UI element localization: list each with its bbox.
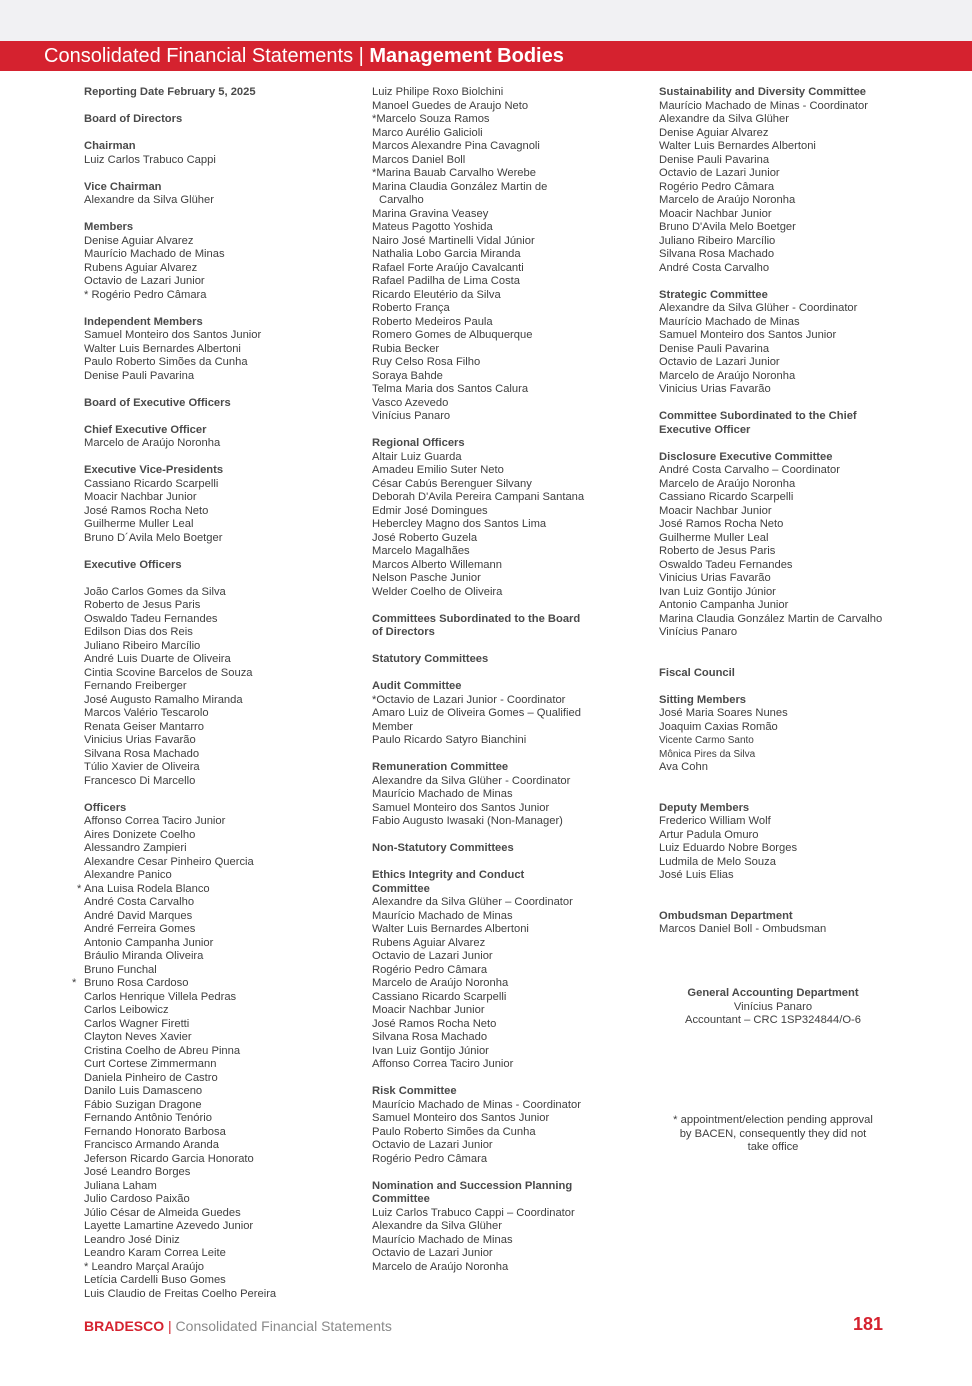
list-item: Samuel Monteiro dos Santos Junior — [372, 1112, 550, 1124]
accountant-crc: Accountant – CRC 1SP324844/O-6 — [685, 1014, 861, 1026]
evp-heading: Executive Vice-Presidents — [84, 464, 224, 476]
list-item-text: Bruno Rosa Cardoso — [84, 977, 189, 989]
list-item: Bruno D'Avila Melo Boetger — [659, 221, 796, 233]
list-item: Oswaldo Tadeu Fernandes — [659, 558, 793, 571]
list-item: José Maria Soares Nunes — [659, 707, 788, 719]
list-item: Ricardo Eleutério da Silva — [372, 288, 501, 301]
list-item: Bruno Funchal — [84, 963, 157, 976]
list-item: Moacir Nachbar Junior — [659, 504, 772, 517]
list-item: Vinícius Panaro — [659, 626, 738, 638]
list-item: Luiz Eduardo Nobre Borges — [659, 842, 798, 854]
list-item: *Marcelo Souza Ramos — [372, 113, 490, 125]
list-item: Cristina Coelho de Abreu Pinna — [84, 1044, 241, 1057]
list-item: Walter Luis Bernardes Albertoni — [659, 140, 816, 152]
list-item: Roberto Medeiros Paula — [372, 315, 493, 328]
list-item: Carvalho — [379, 194, 424, 206]
list-item: Leandro José Diniz — [84, 1233, 180, 1246]
list-item: Rubia Becker — [372, 342, 440, 355]
list-item: Fernando Freiberger — [84, 680, 187, 692]
regional-officers-heading: Regional Officers — [372, 437, 465, 449]
column-left — [72, 86, 277, 1301]
list-item: Marina Gravina Veasey — [372, 207, 489, 220]
list-item: Luiz Carlos Trabuco Cappi – Coordinator — [372, 1206, 575, 1219]
list-item: Marcos Valério Tescarolo — [84, 707, 209, 719]
list-item: Francisco Armando Aranda — [84, 1139, 219, 1151]
column-right — [659, 86, 882, 937]
list-item: Vicente Carmo Santo — [659, 735, 754, 746]
list-item: André Ferreira Gomes — [84, 923, 196, 935]
list-item: Alexandre Panico — [84, 869, 172, 881]
list-item: Alexandre da Silva Glüher — [659, 113, 789, 125]
strategic-committee-heading: Strategic Committee — [659, 288, 768, 301]
top-strip — [0, 0, 972, 41]
audit-committee-heading: Audit Committee — [372, 680, 462, 692]
footnote-line: take office — [747, 1141, 799, 1153]
list-item: Silvana Rosa Machado — [84, 747, 200, 760]
accountant-name: Vinícius Panaro — [733, 1000, 813, 1013]
list-item: Samuel Monteiro dos Santos Junior — [659, 329, 837, 341]
ceo-committee-heading: Committee Subordinated to the Chief — [659, 410, 857, 422]
ombudsman-heading: Ombudsman Department — [659, 909, 793, 922]
list-item: Alexandre da Silva Glüher - Coordinator — [372, 774, 571, 787]
list-item: Rafael Padilha de Lima Costa — [372, 275, 521, 287]
header-page-title: Management Bodies — [369, 45, 564, 67]
list-item: Telma Maria dos Santos Calura — [372, 383, 529, 395]
list-item: José Ramos Rocha Neto — [372, 1017, 497, 1030]
list-item: José Ramos Rocha Neto — [659, 518, 784, 530]
list-item: Carlos Leibowicz — [84, 1004, 169, 1016]
ceo-committee-heading-cont: Executive Officer — [659, 423, 751, 436]
vice-chairman-name: Alexandre da Silva Glüher — [84, 194, 214, 206]
page-footer — [84, 1318, 392, 1334]
ceo-heading: Chief Executive Officer — [84, 423, 207, 436]
list-item: Fabio Augusto Iwasaki (Non-Manager) — [372, 815, 563, 827]
list-item: Rogério Pedro Câmara — [372, 1152, 488, 1165]
list-item: Alexandre da Silva Glüher - Coordinator — [659, 302, 858, 314]
list-item: Marcelo de Araújo Noronha — [659, 477, 796, 490]
list-item: Octavio de Lazari Junior — [659, 167, 780, 179]
fiscal-council-heading: Fiscal Council — [659, 666, 735, 679]
list-item: Carlos Henrique Villela Pedras — [84, 990, 237, 1003]
list-item: Aires Donizete Coelho — [84, 828, 196, 841]
ethics-committee-heading-cont: Committee — [372, 882, 430, 895]
list-item: Carlos Wagner Firetti — [84, 1017, 190, 1030]
list-item: Alexandre da Silva Glüher — [372, 1220, 502, 1232]
list-item: Joaquim Caxias Romão — [659, 720, 778, 733]
list-item: Denise Aguiar Alvarez — [659, 126, 769, 139]
list-item: Maurício Machado de Minas - Coordinator — [372, 1098, 581, 1111]
list-item: José Augusto Ramalho Miranda — [84, 693, 243, 706]
list-item: Rogério Pedro Câmara — [659, 180, 775, 193]
list-item: José Leandro Borges — [84, 1166, 191, 1178]
list-item: Marina Claudia González Martin de — [372, 180, 548, 193]
nomination-committee-heading-cont: Committee — [372, 1193, 430, 1205]
executive-officers-heading: Executive Officers — [84, 558, 182, 571]
list-item: Juliana Laham — [84, 1179, 157, 1192]
list-item: Ivan Luiz Gontijo Júnior — [659, 585, 776, 598]
list-item: Samuel Monteiro dos Santos Junior — [84, 329, 262, 341]
list-item: Moacir Nachbar Junior — [372, 1004, 485, 1016]
ceo-name: Marcelo de Araújo Noronha — [84, 437, 221, 449]
list-item: Alexandre da Silva Glüher – Coordinator — [372, 896, 573, 908]
list-item: Maurício Machado de Minas — [372, 788, 513, 800]
list-item: Juliano Ribeiro Marcílio — [659, 234, 776, 247]
list-item: Rafael Forte Araújo Cavalcanti — [372, 261, 524, 274]
list-item: Alexandre Cesar Pinheiro Quercia — [84, 855, 254, 868]
list-item: Marina Claudia González Martin de Carvalho — [659, 612, 883, 625]
list-item: Octavio de Lazari Junior — [372, 1247, 493, 1259]
list-item: Luiz Philipe Roxo Biolchini — [372, 86, 504, 98]
list-item: Guilherme Muller Leal — [659, 531, 769, 544]
list-item: Moacir Nachbar Junior — [84, 491, 197, 503]
list-item: Roberto França — [372, 302, 450, 314]
list-item: Nathalia Lobo Garcia Miranda — [372, 248, 521, 260]
header-separator: | — [353, 45, 370, 67]
officers-heading: Officers — [84, 801, 127, 814]
list-item: Affonso Correa Taciro Junior — [372, 1058, 514, 1070]
list-item: Artur Padula Omuro — [659, 828, 759, 841]
list-item: André Costa Carvalho — [84, 896, 195, 908]
list-item: Walter Luis Bernardes Albertoni — [84, 342, 241, 355]
list-item: Luis Claudio de Freitas Coelho Pereira — [84, 1287, 277, 1300]
list-item: Maurício Machado de Minas — [659, 315, 800, 328]
list-item: Amaro Luiz de Oliveira Gomes – Qualified — [372, 707, 581, 719]
pending-star: * — [72, 977, 77, 989]
list-item: Ruy Celso Rosa Filho — [372, 356, 481, 368]
statutory-committees-heading: Statutory Committees — [372, 653, 489, 665]
list-item: Antonio Campanha Junior — [84, 936, 214, 949]
list-item: Frederico William Wolf — [659, 815, 771, 827]
list-item: Denise Pauli Pavarina — [84, 369, 195, 382]
list-item: Marcelo de Araújo Noronha — [372, 1260, 509, 1273]
list-item: Julio Cardoso Paixão — [84, 1193, 190, 1205]
general-accounting-block — [659, 987, 887, 1028]
list-item: Marcos Alexandre Pina Cavagnoli — [372, 140, 540, 152]
list-item: Fernando Honorato Barbosa — [84, 1125, 226, 1138]
list-item: Renata Geiser Mantarro — [84, 720, 205, 733]
nomination-committee-heading: Nomination and Succession Planning — [372, 1179, 573, 1192]
list-item: * Rogério Pedro Câmara — [84, 288, 207, 301]
list-item-text: Ana Luisa Rodela Blanco — [84, 882, 210, 895]
list-item: Walter Luis Bernardes Albertoni — [372, 923, 529, 935]
list-item: Clayton Neves Xavier — [84, 1031, 192, 1043]
list-item: * Leandro Marçal Araújo — [84, 1260, 205, 1273]
list-item: Denise Pauli Pavarina — [659, 153, 770, 166]
independent-members-heading: Independent Members — [84, 315, 203, 328]
disclosure-committee-heading: Disclosure Executive Committee — [659, 450, 833, 463]
list-item: Octavio de Lazari Junior — [372, 1139, 493, 1151]
list-item: Rogério Pedro Câmara — [372, 963, 488, 976]
list-item: Roberto de Jesus Paris — [659, 545, 776, 557]
list-item: João Carlos Gomes da Silva — [84, 585, 226, 598]
list-item: Amadeu Emilio Suter Neto — [372, 464, 504, 476]
list-item: Letícia Cardelli Buso Gomes — [84, 1274, 226, 1286]
list-item: Silvana Rosa Machado — [372, 1031, 488, 1043]
chairman-name: Luiz Carlos Trabuco Cappi — [84, 153, 216, 166]
list-item: Paulo Ricardo Satyro Bianchini — [372, 734, 527, 746]
list-item: Marco Aurélio Galicioli — [372, 126, 483, 139]
list-item: Mônica Pires da Silva — [659, 748, 756, 760]
list-item: Layette Lamartine Azevedo Junior — [84, 1220, 254, 1232]
vice-chairman-heading: Vice Chairman — [84, 180, 162, 193]
pending-star: * — [77, 882, 82, 895]
deputy-members-heading: Deputy Members — [659, 801, 750, 814]
list-item: Túlio Xavier de Oliveira — [84, 761, 200, 773]
list-item: Cassiano Ricardo Scarpelli — [372, 990, 507, 1003]
list-item: Maurício Machado de Minas - Coordinator — [659, 99, 868, 112]
board-of-directors-heading: Board of Directors — [84, 113, 183, 125]
list-item: *Marina Bauab Carvalho Werebe — [372, 167, 536, 179]
members-heading: Members — [84, 221, 134, 233]
footnote-line: * appointment/election pending approval — [673, 1114, 873, 1126]
list-item: Manoel Guedes de Araujo Neto — [372, 99, 529, 112]
list-item: Fábio Suzigan Dragone — [84, 1098, 202, 1111]
list-item: Juliano Ribeiro Marcílio — [84, 639, 201, 652]
list-item: Oswaldo Tadeu Fernandes — [84, 612, 218, 625]
list-item: André Luis Duarte de Oliveira — [84, 653, 231, 665]
footer-subtitle: Consolidated Financial Statements — [175, 1318, 392, 1334]
list-item: Marcelo de Araújo Noronha — [659, 369, 796, 382]
footer-separator: | — [164, 1318, 176, 1334]
list-item: Moacir Nachbar Junior — [659, 207, 772, 220]
ombudsman-name: Marcos Daniel Boll - Ombudsman — [659, 923, 827, 935]
list-item: Marcelo Magalhães — [372, 545, 470, 557]
list-item: Marcelo de Araújo Noronha — [372, 977, 509, 989]
list-item: Cassiano Ricardo Scarpelli — [84, 477, 219, 490]
list-item: Romero Gomes de Albuquerque — [372, 329, 533, 341]
list-item: Denise Aguiar Alvarez — [84, 234, 194, 247]
list-item: Ivan Luiz Gontijo Júnior — [372, 1044, 489, 1057]
list-item: Vinicius Urias Favarão — [659, 572, 771, 584]
list-item: José Ramos Rocha Neto — [84, 504, 209, 517]
chairman-heading: Chairman — [84, 140, 136, 152]
list-item: Hebercley Magno dos Santos Lima — [372, 518, 547, 530]
list-item: Maurício Machado de Minas — [372, 1233, 513, 1246]
list-item: Vinicius Urias Favarão — [84, 734, 196, 746]
list-item: Rubens Aguiar Alvarez — [84, 261, 198, 274]
list-item: Jeferson Ricardo Garcia Honorato — [84, 1152, 254, 1165]
list-item: Octavio de Lazari Junior — [372, 950, 493, 962]
list-item: André Costa Carvalho – Coordinator — [659, 464, 840, 476]
non-statutory-heading: Non-Statutory Committees — [372, 842, 514, 854]
list-item: *Octavio de Lazari Junior - Coordinator — [372, 693, 566, 706]
list-item: Rubens Aguiar Alvarez — [372, 936, 486, 949]
list-item: Samuel Monteiro dos Santos Junior — [372, 801, 550, 814]
list-item: André David Marques — [84, 909, 193, 922]
list-item: Roberto de Jesus Paris — [84, 599, 201, 611]
brand-logo-text: BRADESCO — [84, 1318, 165, 1334]
list-item: Curt Cortese Zimmermann — [84, 1058, 217, 1070]
list-item: Welder Coelho de Oliveira — [372, 585, 503, 598]
list-item: Altair Luiz Guarda — [372, 450, 462, 463]
list-item: Nairo José Martinelli Vidal Júnior — [372, 234, 535, 247]
list-item: Denise Pauli Pavarina — [659, 342, 770, 355]
list-item: Danilo Luis Damasceno — [84, 1085, 203, 1097]
list-item: Affonso Correa Taciro Junior — [84, 815, 226, 827]
ethics-committee-heading: Ethics Integrity and Conduct — [372, 869, 525, 881]
list-item: José Roberto Guzela — [372, 531, 478, 544]
list-item: Vinicius Urias Favarão — [659, 383, 771, 395]
general-accounting-heading: General Accounting Department — [687, 987, 859, 999]
risk-committee-heading: Risk Committee — [372, 1085, 457, 1097]
list-item — [77, 882, 276, 897]
list-item: Nelson Pasche Junior — [372, 572, 481, 584]
list-item: Alessandro Zampieri — [84, 842, 187, 854]
list-item: Maurício Machado de Minas — [372, 909, 513, 922]
sitting-members-heading: Sitting Members — [659, 693, 747, 706]
list-item: Daniela Pinheiro de Castro — [84, 1071, 218, 1084]
list-item: Bruno D´Avila Melo Boetger — [84, 531, 223, 544]
list-item: Maurício Machado de Minas — [84, 248, 225, 260]
list-item: Ludmila de Melo Souza — [659, 855, 776, 868]
footnote-line: by BACEN, consequently they did not — [679, 1127, 867, 1140]
list-item: Silvana Rosa Machado — [659, 248, 775, 260]
list-item: Octavio de Lazari Junior — [659, 356, 780, 368]
list-item: Ava Cohn — [659, 761, 708, 773]
list-item: Mateus Pagotto Yoshida — [372, 221, 493, 233]
header-section: Consolidated Financial Statements — [44, 45, 354, 67]
header-banner — [0, 41, 972, 71]
list-item: Octavio de Lazari Junior — [84, 275, 205, 287]
sustainability-committee-heading: Sustainability and Diversity Committee — [659, 86, 867, 98]
board-executive-officers-heading: Board of Executive Officers — [84, 396, 231, 409]
list-item: Júlio César de Almeida Guedes — [84, 1206, 241, 1219]
list-item: Cassiano Ricardo Scarpelli — [659, 491, 794, 503]
list-item: André Costa Carvalho — [659, 261, 770, 274]
list-item: Bráulio Miranda Oliveira — [84, 950, 204, 962]
list-item: Francesco Di Marcello — [84, 774, 196, 787]
list-item: Marcelo de Araújo Noronha — [659, 194, 796, 206]
reporting-date: Reporting Date February 5, 2025 — [84, 86, 256, 98]
list-item: Paulo Roberto Simões da Cunha — [84, 356, 248, 368]
list-item: Member — [372, 720, 414, 733]
list-item: Deborah D'Avila Pereira Campani Santana — [372, 491, 585, 503]
column-middle — [372, 86, 584, 1274]
list-item: José Luis Elias — [659, 869, 734, 881]
list-item: César Cabús Berenguer Silvany — [372, 477, 532, 490]
list-item: Antonio Campanha Junior — [659, 599, 789, 611]
header-title — [44, 41, 564, 71]
list-item: Marcos Daniel Boll — [372, 153, 466, 166]
committees-board-heading-cont: of Directors — [372, 626, 435, 638]
list-item: Fernando Antônio Tenório — [84, 1112, 212, 1124]
list-item: Marcos Alberto Willemann — [372, 558, 502, 571]
list-item: Vasco Azevedo — [372, 396, 449, 409]
remuneration-committee-heading: Remuneration Committee — [372, 761, 509, 773]
committees-board-heading: Committees Subordinated to the Board — [372, 612, 581, 625]
list-item: Soraya Bahde — [372, 369, 443, 382]
list-item: Vinícius Panaro — [372, 410, 451, 422]
list-item: Edmir José Domingues — [372, 504, 488, 517]
list-item: Edilson Dias dos Reis — [84, 626, 193, 638]
page-number: 181 — [853, 1314, 884, 1334]
list-item: Cintia Scovine Barcelos de Souza — [84, 666, 253, 679]
list-item — [72, 977, 276, 991]
footnote — [655, 1114, 891, 1155]
list-item: Guilherme Muller Leal — [84, 518, 194, 530]
list-item: Paulo Roberto Simões da Cunha — [372, 1125, 536, 1138]
list-item: Leandro Karam Correa Leite — [84, 1247, 226, 1259]
